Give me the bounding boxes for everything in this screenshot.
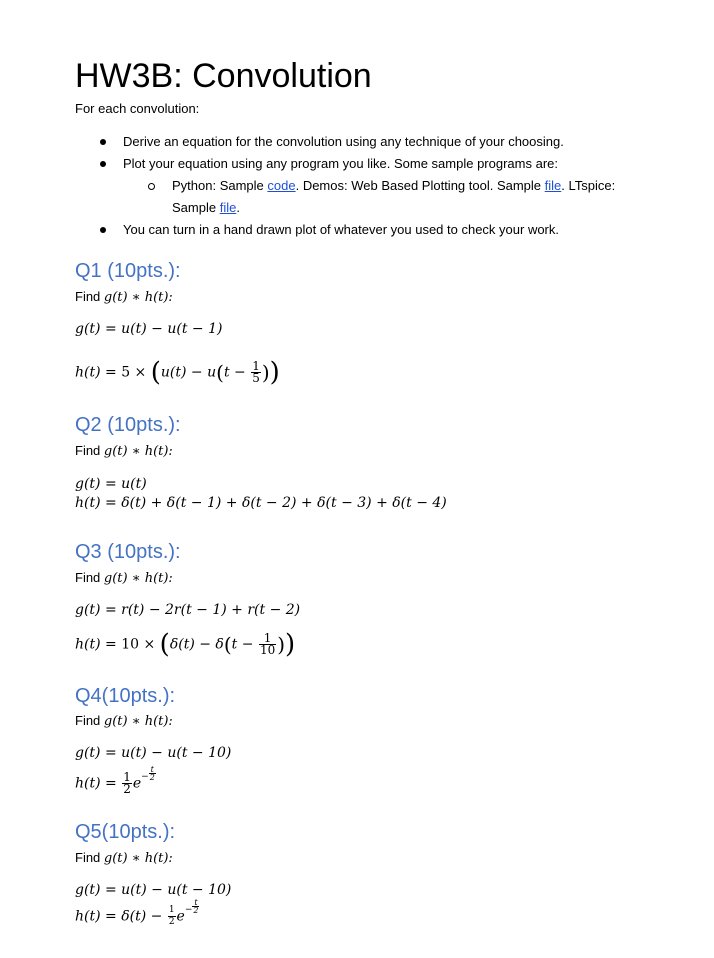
- paren-open: (: [150, 357, 161, 388]
- find-label: Find: [75, 443, 104, 458]
- q1-h-scale: 5 ×: [121, 364, 151, 381]
- q2-g-equation: g(t) = u(t): [75, 476, 147, 492]
- q1-h-lhs: h(t) =: [75, 364, 122, 381]
- q5-heading: Q5(10pts.):: [75, 821, 176, 843]
- q4-find: [75, 713, 173, 730]
- bullet-derive: Derive an equation for the convolution using any technique of your choosing.: [123, 134, 564, 149]
- q5-h-fraction: $\frac{1}{2}$: [168, 905, 175, 927]
- q3-h-equation: [75, 629, 296, 660]
- q4-h-exp-base: e: [132, 775, 142, 792]
- find-expression: g(t) ∗ h(t):: [103, 571, 173, 586]
- q1-heading: Q1 (10pts.):: [75, 260, 181, 282]
- bullet-dot: [100, 139, 106, 145]
- find-expression: g(t) ∗ h(t):: [103, 851, 173, 866]
- bullet-plot: Plot your equation using any program you like. Some sample programs are:: [123, 156, 558, 171]
- find-expression: g(t) ∗ h(t):: [103, 290, 173, 305]
- paren-close: ): [261, 360, 270, 385]
- q1-h-body: u(t) − u: [160, 364, 217, 381]
- find-label: Find: [75, 570, 104, 585]
- q1-find: [75, 289, 173, 306]
- q5-h-lhs: h(t) = δ(t) −: [75, 908, 167, 925]
- q4-h-exp-sign: −: [141, 772, 149, 782]
- paren-open: (: [223, 632, 232, 657]
- q4-h-fraction: $\frac{1}{2}$: [123, 770, 131, 796]
- q4-g-equation: g(t) = u(t) − u(t − 10): [75, 745, 232, 761]
- find-expression: g(t) ∗ h(t):: [103, 714, 173, 729]
- q1-h-fraction: $\frac{1}{5}$: [252, 359, 260, 385]
- programs-text-d: Sample: [172, 200, 220, 215]
- bullet-hand-drawn: You can turn in a hand drawn plot of whatever you used to check your work.: [123, 222, 560, 237]
- programs-text-c: . LTspice:: [561, 178, 616, 193]
- q3-g-equation: g(t) = r(t) − 2r(t − 1) + r(t − 2): [75, 602, 301, 618]
- find-label: Find: [75, 713, 104, 728]
- programs-text-a: Python: Sample: [172, 178, 268, 193]
- programs-text-e: .: [236, 200, 240, 215]
- q3-find: [75, 570, 173, 587]
- q1-g-equation: g(t) = u(t) − u(t − 1): [75, 321, 223, 337]
- q4-heading: Q4(10pts.):: [75, 685, 176, 707]
- q3-h-body: δ(t) − δ: [169, 636, 224, 653]
- python-code-link[interactable]: code: [267, 178, 296, 193]
- ltspice-file-link[interactable]: file: [219, 200, 237, 215]
- q3-h-lhs: h(t) =: [75, 636, 122, 653]
- intro-text: For each convolution:: [75, 101, 200, 116]
- bullet-dot: [100, 227, 106, 233]
- find-label: Find: [75, 850, 104, 865]
- page-title: HW3B: Convolution: [75, 57, 372, 95]
- paren-open: (: [159, 629, 170, 660]
- find-label: Find: [75, 289, 104, 304]
- demo-file-link[interactable]: file: [544, 178, 562, 193]
- q3-h-fraction: $\frac{1}{10}$: [259, 631, 276, 657]
- q4-h-lhs: h(t) =: [75, 775, 122, 792]
- q5-find: [75, 850, 173, 867]
- q3-heading: Q3 (10pts.):: [75, 541, 181, 563]
- paren-close: ): [277, 632, 286, 657]
- paren-open: (: [216, 360, 224, 385]
- q3-h-arg: t −: [231, 636, 258, 653]
- paren-close: ): [269, 357, 280, 388]
- sub-bullet-ring: [148, 183, 155, 190]
- q3-h-scale: 10 ×: [121, 636, 160, 653]
- q4-h-equation: [75, 765, 156, 796]
- q2-h-equation: h(t) = δ(t) + δ(t − 1) + δ(t − 2) + δ(t − 3) + δ(t − 4): [75, 495, 447, 511]
- programs-text-b: . Demos: Web Based Plotting tool. Sample: [295, 178, 545, 193]
- q5-h-equation: [75, 898, 199, 928]
- q5-h-exp-sign: −: [184, 905, 193, 915]
- q1-h-arg: t −: [223, 364, 251, 381]
- q5-g-equation: g(t) = u(t) − u(t − 10): [75, 882, 232, 898]
- sub-bullet-programs-line2: [172, 199, 240, 216]
- q5-h-exp-fraction: $\frac{t}{2}$: [193, 898, 199, 915]
- bullet-dot: [100, 161, 106, 167]
- find-expression: g(t) ∗ h(t):: [103, 444, 173, 459]
- paren-close: ): [285, 629, 296, 660]
- q1-h-equation: [75, 357, 280, 388]
- q2-heading: Q2 (10pts.):: [75, 414, 181, 436]
- sub-bullet-programs: [172, 177, 692, 194]
- q2-find: [75, 443, 173, 460]
- q5-h-exp-base: e: [176, 908, 185, 925]
- q4-h-exp-fraction: $\frac{t}{2}$: [149, 765, 155, 782]
